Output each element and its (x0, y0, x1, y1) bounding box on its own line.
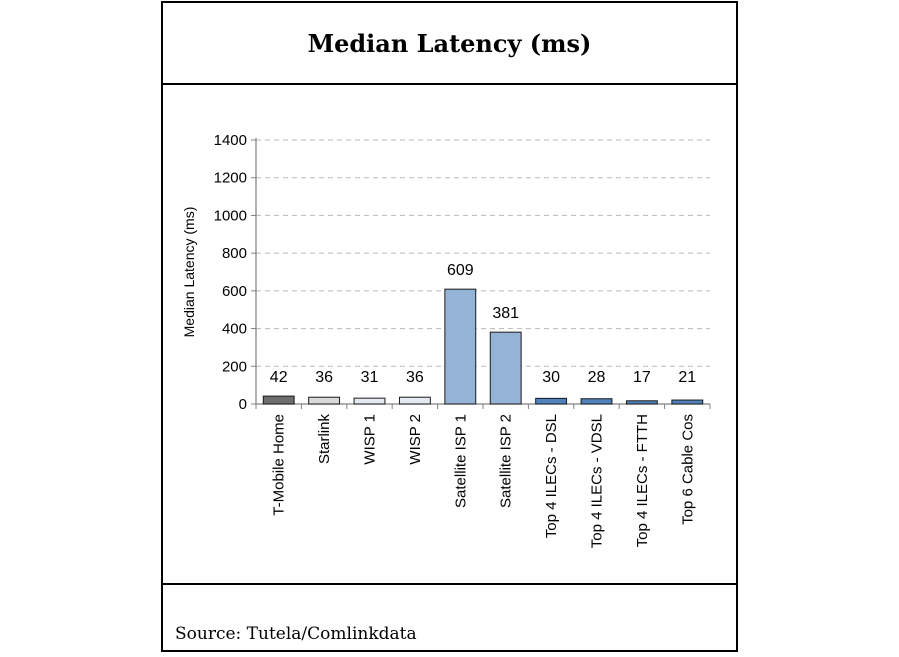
data-label: 36 (406, 369, 424, 386)
bar (263, 396, 294, 404)
y-tick-label: 800 (221, 245, 247, 263)
bar (490, 332, 521, 404)
data-label: 17 (633, 369, 651, 386)
bar (399, 397, 430, 404)
chart-title: Median Latency (ms) (307, 28, 592, 58)
bar (354, 398, 385, 404)
y-tick-label: 600 (221, 282, 247, 300)
data-label: 609 (446, 262, 474, 280)
bar (445, 289, 476, 404)
x-tick-label: Satellite ISP 1 (452, 414, 470, 508)
source-note: Source: Tutela/Comlinkdata (175, 624, 417, 644)
data-label: 42 (269, 369, 288, 386)
x-tick-label: Top 4 ILECs - FTTH (633, 414, 651, 548)
x-tick-label: WISP 1 (361, 414, 379, 465)
chart-panel (163, 85, 736, 585)
x-tick-label: Starlink (316, 414, 334, 465)
bar (626, 401, 657, 404)
title-panel (163, 3, 736, 85)
bar (672, 400, 703, 404)
x-tick-label: T-Mobile Home (270, 414, 288, 516)
bar-chart (163, 85, 736, 583)
y-axis-title: Median Latency (ms) (181, 206, 197, 338)
x-tick-label: WISP 2 (406, 414, 424, 465)
bar (581, 399, 612, 404)
data-label: 30 (542, 369, 560, 386)
y-tick-label: 1200 (213, 169, 247, 187)
data-label: 381 (492, 305, 520, 323)
data-label: 21 (678, 369, 697, 386)
x-tick-label: Satellite ISP 2 (497, 414, 515, 508)
y-tick-label: 1400 (213, 132, 247, 149)
y-tick-label: 200 (221, 358, 247, 376)
source-panel (163, 585, 736, 650)
x-tick-label: Top 6 Cable Cos (679, 414, 697, 525)
bar (309, 397, 340, 404)
data-label: 31 (360, 369, 379, 386)
bar (536, 398, 567, 404)
y-tick-label: 0 (238, 396, 247, 413)
data-label: 28 (587, 369, 606, 386)
chart-frame (161, 1, 738, 652)
y-tick-label: 1000 (213, 207, 247, 225)
y-tick-label: 400 (221, 320, 247, 338)
data-label: 36 (315, 369, 333, 386)
x-tick-label: Top 4 ILECs - DSL (543, 414, 561, 539)
x-tick-label: Top 4 ILECs - VDSL (588, 414, 606, 549)
